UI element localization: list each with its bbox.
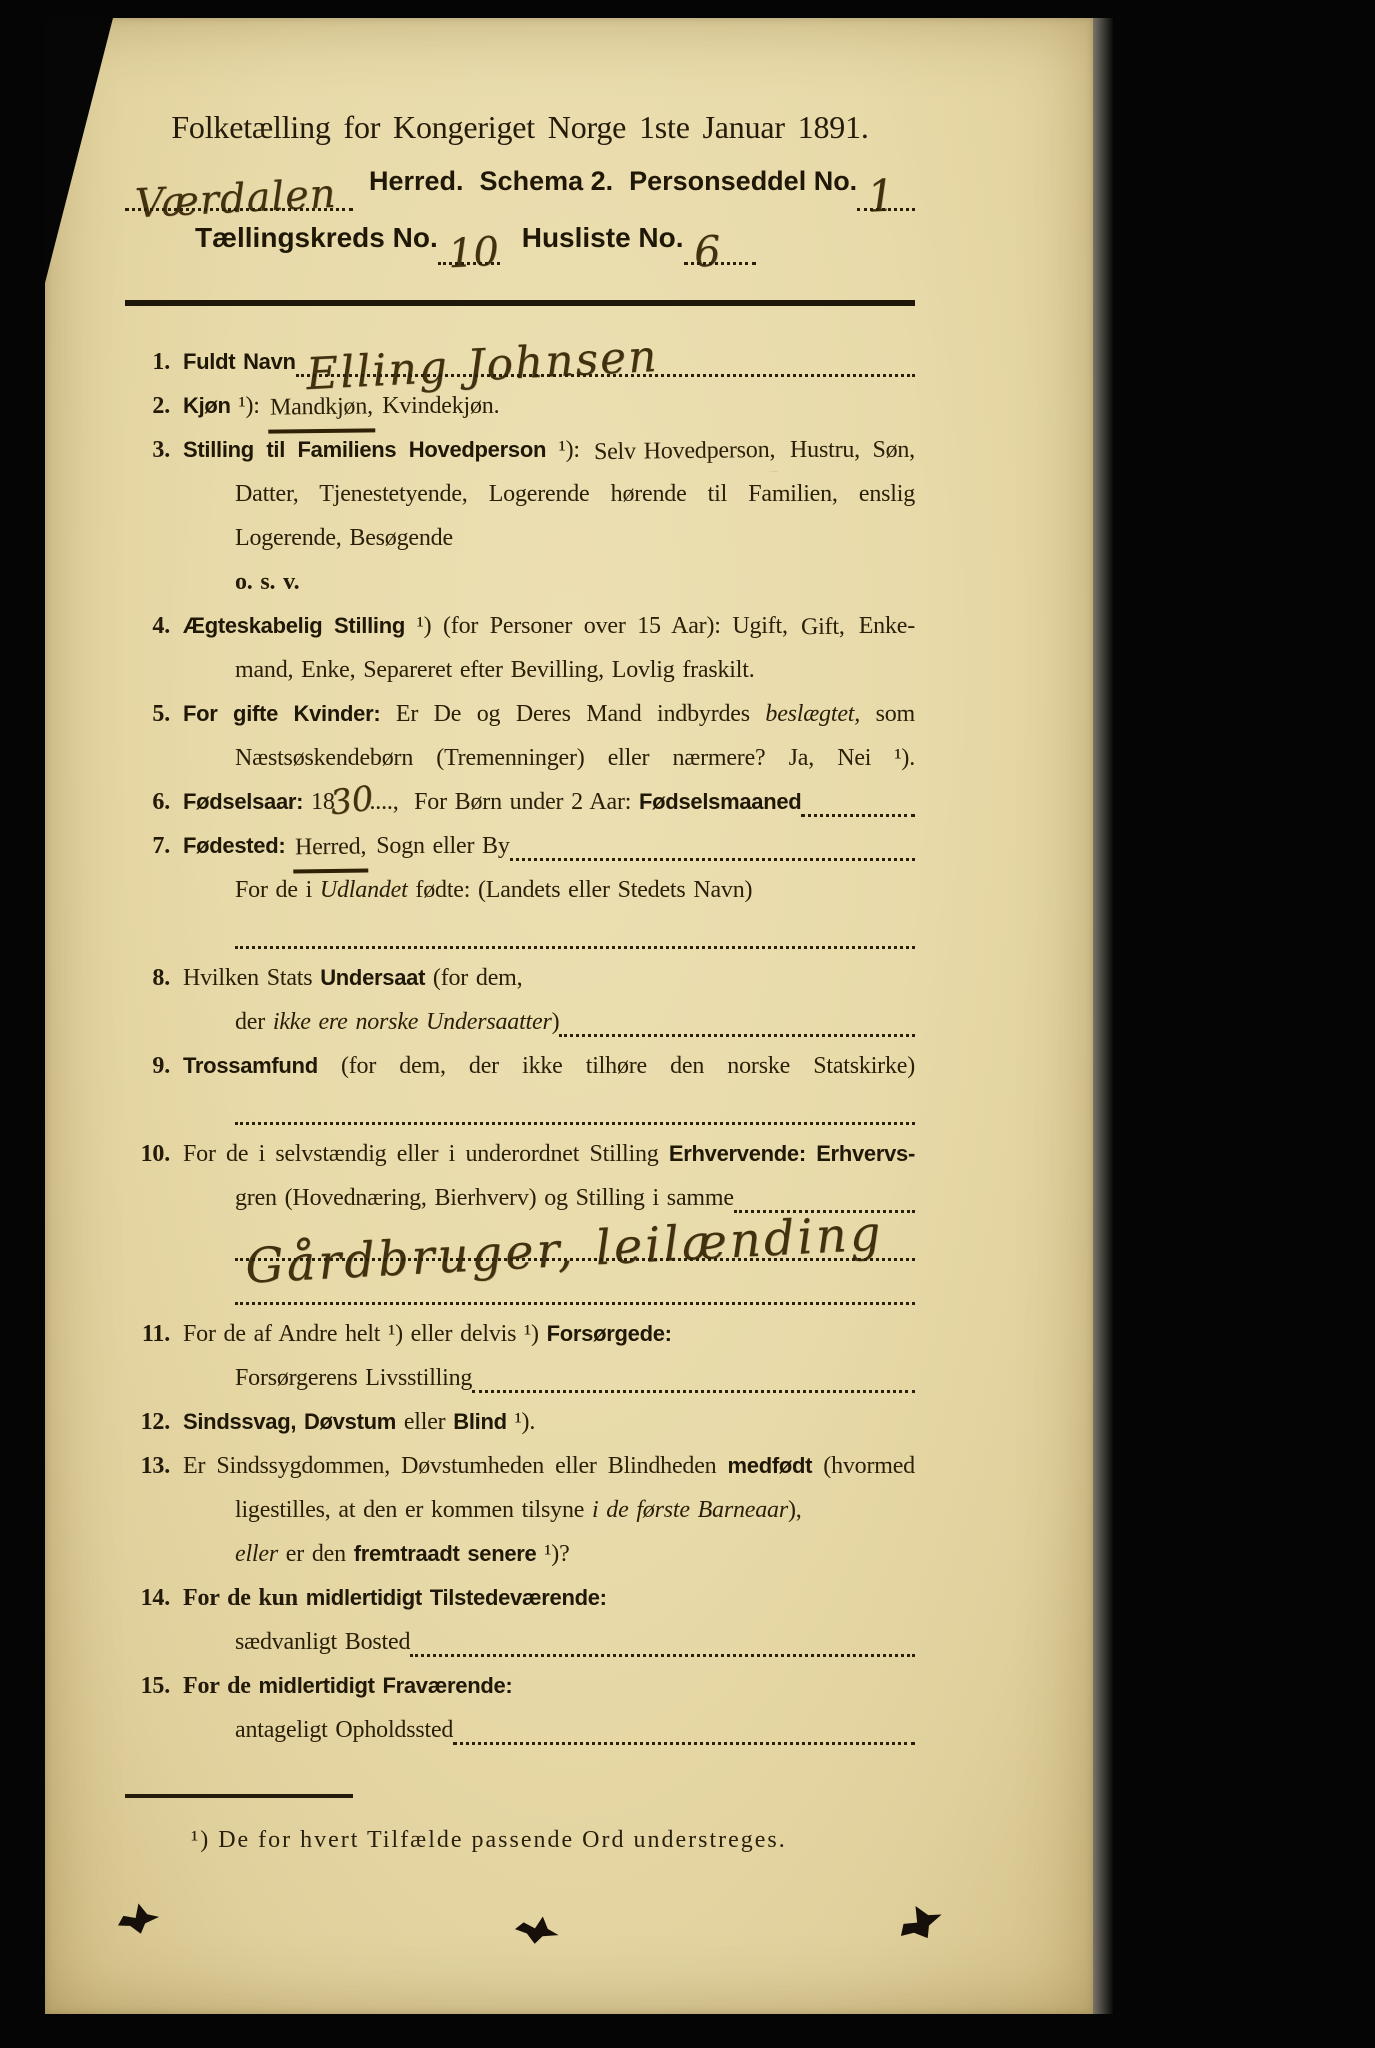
form-line [183,1488,915,1532]
text-segment: sædvanligt Bosted [235,1629,411,1655]
text-segment: beslægtet, [765,701,861,727]
dotted-leader [235,1088,915,1132]
text-segment: o. s. v. [235,569,300,595]
form-item [125,330,915,401]
text-segment: Forsørgede: [546,1321,672,1346]
separator-line [183,912,915,956]
text-segment: ¹). [506,1409,536,1435]
form-item [125,1444,915,1576]
form-item [125,692,915,780]
text-segment: Næstsøskendebørn (Tremenninger) eller nærmere? Ja, Nei ¹). [235,745,915,771]
houselist-number-handwritten: 6 [692,226,722,277]
form-line [183,956,915,1000]
text-segment: ligestilles, at den er kommen tilsyne [235,1497,592,1523]
ink-blot-icon [114,1899,162,1938]
personseddel-dotted-field [857,166,915,223]
text-segment: 18 [303,789,335,815]
text-segment: eller [235,1541,278,1567]
text-segment: Enke- [847,613,915,639]
dotted-leader [472,1356,915,1400]
text-segment: Fuldt Navn [183,349,296,374]
text-segment: Fødested: [183,833,286,858]
text-segment: Er De og Deres Mand indbyrdes [380,701,766,727]
form-line [183,1132,915,1176]
form-line [183,1205,915,1295]
form-line [183,648,915,692]
text-segment: For de i [235,877,320,903]
form-line [183,1044,915,1088]
underlined-option: Gift, [799,605,847,648]
item-number: 10. [140,1141,170,1167]
text-segment: Kjøn [183,393,231,418]
dotted-leader [235,912,915,956]
form-line [183,1356,915,1400]
item-number: 1. [152,349,170,375]
underlined-option: Selv Hovedperson, [592,428,778,472]
dotted-separator-row [125,912,915,956]
text-segment: Kvindekjøn. [374,393,500,419]
text-segment: For de [183,1673,259,1699]
text-segment: midlertidigt Fraværende: [258,1673,513,1698]
text-segment: For de kun [183,1585,306,1611]
form-line [183,1532,915,1576]
form-item [125,1664,915,1752]
text-segment: er den [277,1541,354,1567]
text-segment: medfødt [727,1453,813,1478]
text-segment: For Børn under 2 Aar: [398,789,640,815]
form-line [183,824,915,868]
header-rule [125,300,915,306]
district-dotted-field [438,222,500,278]
text-segment: Er Sindssygdommen, Døvstumheden eller Blindheden [183,1453,728,1479]
text-segment: (for dem, [425,965,523,991]
text-segment: Udlandet [319,877,408,903]
form-line [183,1444,915,1488]
dotted-leader [235,1205,915,1295]
text-segment: som [860,701,915,727]
text-segment: Forsørgerens Livsstilling [235,1365,473,1391]
item-number: 8. [152,965,170,991]
text-segment: Blind [453,1409,507,1434]
dotted-leader [410,1620,915,1664]
dotted-leader [235,1268,915,1312]
dotted-leader [510,824,915,868]
text-segment: Sindssvag, Døvstum [183,1409,396,1434]
form-item [125,824,915,912]
dotted-separator-row [125,1088,915,1132]
text-segment: eller [396,1409,454,1435]
text-segment: i de første Barneaar [592,1497,788,1523]
form-line [183,1268,915,1312]
text-segment: ...., [369,789,399,815]
text-segment: For gifte Kvinder: [183,701,381,726]
form-item [125,1132,915,1312]
form-line [183,1312,915,1356]
text-segment: ¹)? [536,1541,570,1567]
form-line [183,330,915,401]
form-item [125,1400,915,1444]
form-item [125,428,915,604]
form-line [183,1664,915,1708]
text-segment: Trossamfund [183,1053,318,1078]
text-segment: (hvormed [812,1453,915,1479]
underlined-option: Herred, [293,825,369,874]
form-line [183,560,915,604]
text-segment: ), [787,1497,802,1523]
text-segment: fødte: (Landets eller Stedets Navn) [407,877,753,903]
form-line [183,692,915,736]
page-edge-shadow [1093,18,1113,2014]
text-segment: Erhvervs- [816,1141,915,1166]
text-segment: ¹): [546,437,593,463]
form-line [183,428,915,472]
text-segment: Fødselsmaaned [639,789,802,814]
schema-label: Schema 2. [479,166,614,196]
item-number: 2. [152,393,170,419]
text-segment: der [235,1009,273,1035]
form-line [183,1708,915,1752]
district-label: Tællingskreds No. [195,222,438,253]
form-items [125,330,915,1752]
text-segment: Stilling til Familiens Hovedperson [183,437,547,462]
municipality-line [125,166,915,228]
text-segment: Ægteskabelig Stilling [183,613,405,638]
text-segment: antageligt Opholdssted [235,1717,454,1743]
district-line [125,222,915,278]
form-item [125,384,915,428]
form-title: Folketælling for Kongeriget Norge 1ste Januar 1891. [171,109,869,145]
ink-blot-icon [514,1914,561,1946]
form-item [125,1044,915,1088]
item-number: 9. [152,1053,170,1079]
item-number: 15. [140,1673,170,1699]
form-item [125,1312,915,1400]
handwritten-entry: Gårdbruger, leilænding [243,1205,885,1295]
text-segment: ) [551,1009,560,1035]
dotted-leader [296,330,915,401]
form-line [183,604,915,648]
text-segment: fremtraadt senere [353,1541,537,1566]
dotted-leader [801,780,915,824]
handwritten-entry: Elling Johnsen [304,330,660,401]
text-segment [806,1141,816,1167]
text-segment: Sogn eller By [368,833,510,859]
footnote-rule [125,1794,353,1798]
text-segment: ¹): [230,393,268,419]
text-segment: Hustru, Søn, [777,437,915,463]
text-segment: Datter, Tjenestetyende, Logerende hørende til Familien, enslig [235,481,915,507]
text-segment: For de i selvstændig eller i underordnet Stilling [183,1141,669,1167]
text-segment: mand, Enke, Separeret efter Bevilling, Lovlig fraskilt. [235,657,755,683]
form-content [45,18,1093,1860]
form-line [183,736,915,780]
form-line [183,384,915,428]
item-number: 14. [140,1585,170,1611]
dotted-leader [453,1708,915,1752]
item-number: 3. [152,437,170,463]
text-segment: Hvilken Stats [183,965,321,991]
houselist-dotted-field [684,222,756,277]
ink-blot-icon [892,1897,949,1949]
text-segment: Erhvervende: [668,1141,806,1166]
personseddel-label: Personseddel No. [629,166,858,196]
form-line [183,1576,915,1620]
municipality-dotted-field [125,166,353,228]
form-line [183,516,915,560]
item-number: 4. [152,613,170,639]
text-segment: Logerende, Besøgende [235,525,453,551]
separator-line [183,1088,915,1132]
municipality-handwritten: Værdalen [133,170,338,228]
form-item [125,780,915,824]
dotted-leader [559,1000,915,1044]
item-number: 7. [152,833,170,859]
form-item [125,604,915,692]
text-segment: midlertidigt Tilstedeværende: [305,1585,607,1610]
item-number: 5. [152,701,170,727]
herred-label: Herred. [369,166,464,196]
text-segment: ikke ere norske Undersaatter [272,1009,552,1035]
footnote: ¹) De for hvert Tilfælde passende Ord understreges. [191,1827,787,1853]
form-line [183,1620,915,1664]
item-number: 11. [141,1321,170,1347]
item-number: 12. [140,1409,170,1435]
houselist-label: Husliste No. [521,222,684,253]
personseddel-number-handwritten: 1 [865,170,897,223]
underlined-option: Mandkjøn, [267,384,374,433]
form-line [183,780,915,824]
item-number: 6. [152,789,170,815]
handwritten-entry: 30 [327,778,376,824]
form-item [125,956,915,1044]
text-segment: Undersaat [320,965,426,990]
text-segment: (for dem, der ikke tilhøre den norske Statskirke) [317,1053,915,1079]
text-segment: Fødselsaar: [183,789,304,814]
form-line [183,472,915,516]
form-line [183,1400,915,1444]
text-segment: For de af Andre helt ¹) eller delvis ¹) [183,1321,547,1347]
census-form-page [45,18,1093,2014]
district-number-handwritten: 10 [446,228,500,278]
form-line [183,868,915,912]
text-segment: ¹) (for Personer over 15 Aar): Ugift, [405,613,800,639]
item-number: 13. [140,1453,170,1479]
form-line [183,1000,915,1044]
text-segment: gren (Hovednæring, Bierhverv) og Stilling i samme [235,1185,734,1211]
form-item [125,1576,915,1664]
